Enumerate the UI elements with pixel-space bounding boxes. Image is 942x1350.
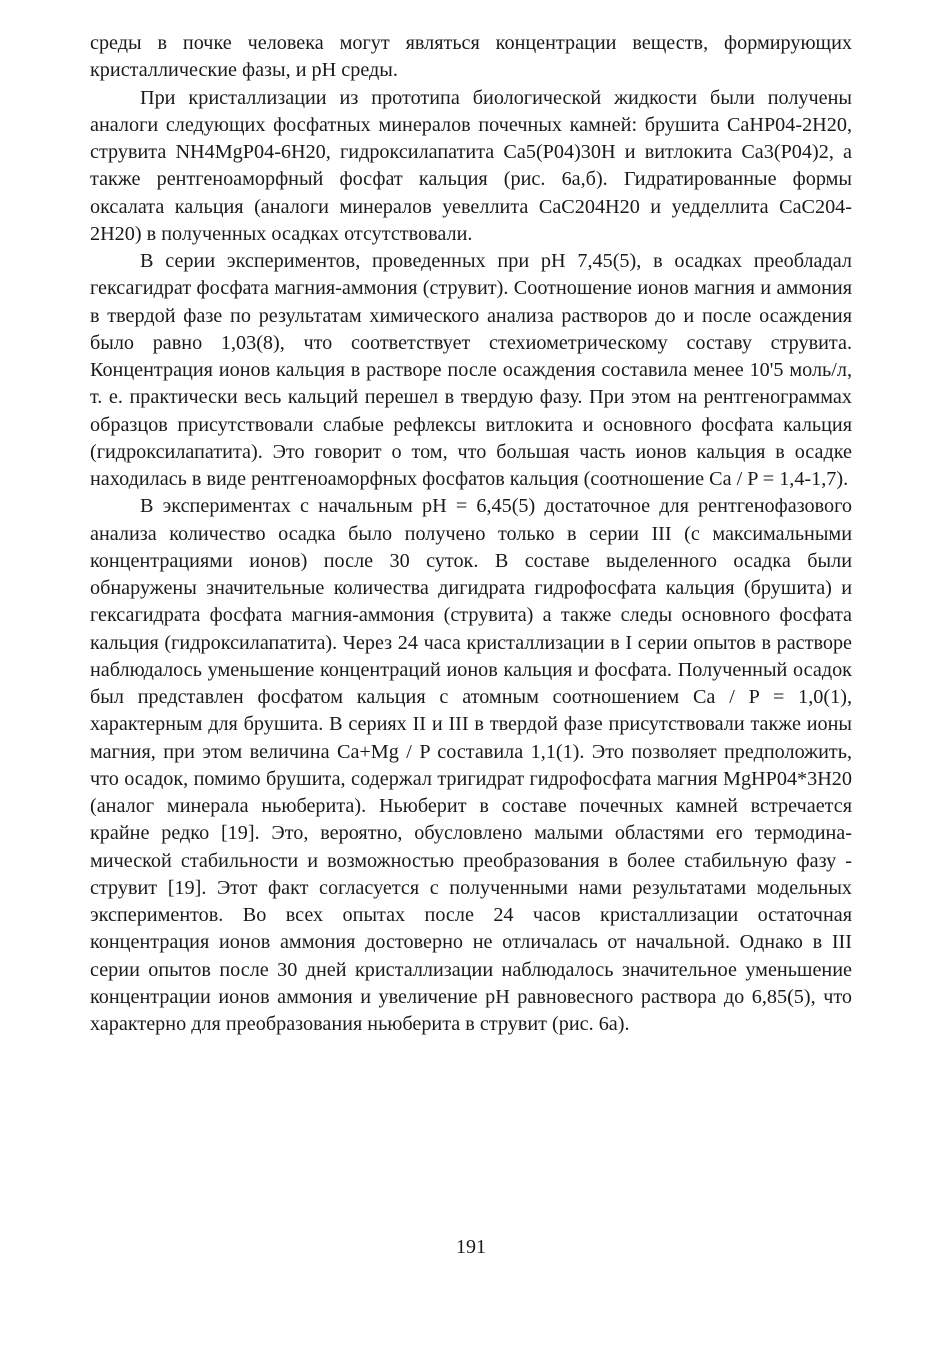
paragraph-crystallization: При кристаллизации из прототипа биологической жидкости были получены аналоги следующих фосфатных минералов почечных камней: брушита CaHP04-2H20, струвита NH4MgP04-6H20, гидроксилапатита Ca5(P04)30H и витлокита Ca3(P04)2, а также рентгеноаморфный фосфат кальция (рис. 6а,б). Гидратированные формы оксалата кальция (аналоги минералов уевеллита CaC204H20 и уедделлита CaC204-2H20) в полученных осадках отсутствовали. xyxy=(90,86,852,245)
page-body xyxy=(90,30,852,1038)
paragraph-ph-745: В серии экспериментов, проведенных при pH 7,45(5), в осадках преобладал гексагидрат фосфата магния-аммония (струвит). Соотношение ионов магния и аммония в твердой фазе по результатам химического анализа растворов до и после осаждения было равно 1,03(8), что соответствует стехиометрическому составу струвита. Концентрация ионов кальция в растворе после осаждения составила менее 10'5 моль/л, т. е. практически весь кальций перешел в твердую фазу. При этом на рентгенограммах образцов присутствовали слабые рефлексы витлокита и основного фосфата кальция (гидроксилапатита). Это говорит о том, что большая часть ионов кальция в осадке находилась в виде рентгеноаморфных фосфатов кальция (соотношение Ca / P = 1,4-1,7). xyxy=(90,250,852,490)
paragraph-continuation: среды в почке человека могут являться концентрации веществ, формирующих кристаллические фазы, и pH среды. xyxy=(90,32,852,82)
page-number: 191 xyxy=(456,1236,486,1258)
paragraph-ph-645: В экспериментах с начальным pH = 6,45(5) достаточное для рентгенофазового анализа количество осадка было получено только в серии III (с максимальными концентрациями ионов) после 30 суток. В составе выделенного осадка были обнаружены значительные количества дигидрата гидрофосфата кальция (брушита) и гексагидрата фосфата магния-аммония (струвита) а также следы основного фосфата кальция (гидроксилапатита). Через 24 часа кристаллизации в I серии опытов в растворе наблюдалось уменьшение концентраций ионов кальция и фосфата. Полученный осадок был представлен фосфатом кальция с атомным соотношением Ca / P = 1,0(1), характерным для брушита. В сериях II и III в твердой фазе присутствовали также ионы магния, при этом величина Ca+Mg / P составила 1,1(1). Это позволяет предположить, что осадок, помимо брушита, содержал тригидрат гидрофосфата магния MgHP04*3H20 (аналог минерала ньюберита). Ньюберит в составе почечных камней встречается крайне редко [19]. Это, вероятно, обусловлено малыми областями его термодинамической стабильности и возможностью преобразования в более стабильную фазу - струвит [19]. Этот факт согласуется с полученными нами результатами модельных экспериментов. Во всех опытах после 24 часов кристаллизации остаточная концентрация ионов аммония достоверно не отличалась от начальной. Однако в III серии опытов после 30 дней кристаллизации наблюдалось значительное уменьшение концентрации ионов аммония и увеличение pH равновесного раствора до 6,85(5), что характерно для преобразования ньюберита в струвит (рис. 6а). xyxy=(90,495,852,1035)
